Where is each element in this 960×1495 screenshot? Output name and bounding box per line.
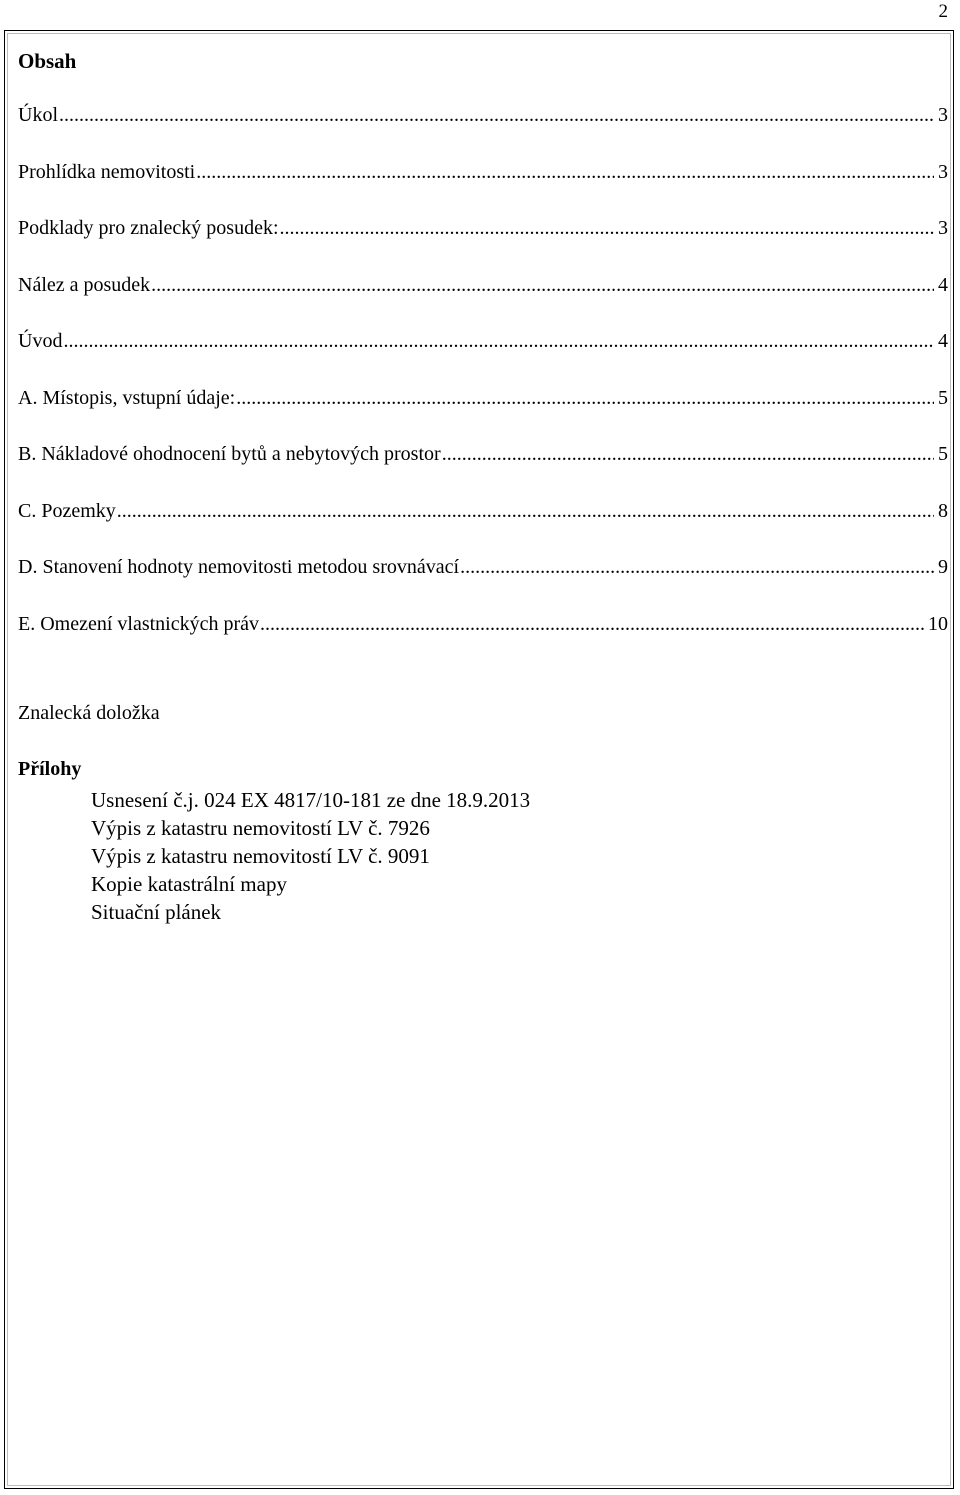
toc-entry-label: C. Pozemky [18, 499, 116, 522]
toc-entry[interactable] [18, 160, 948, 217]
toc-leader-dots [196, 160, 934, 184]
toc-entry-page: 4 [938, 273, 948, 296]
toc-entry-label: Nález a posudek [18, 273, 151, 296]
appendix-item: Výpis z katastru nemovitostí LV č. 9091 [91, 844, 430, 868]
appendices-title: Přílohy [18, 758, 82, 780]
toc-entry-page: 3 [938, 217, 948, 239]
page-number: 2 [938, 1, 948, 22]
appendix-item: Situační plánek [91, 900, 222, 924]
toc-leader-dots [460, 555, 934, 579]
toc-entry-page: 4 [938, 330, 948, 352]
toc-entry[interactable] [18, 329, 948, 386]
toc-entry[interactable] [18, 555, 948, 612]
toc-entry-label: Úvod [18, 330, 63, 352]
toc-entry-label: E. Omezení vlastnických práv [18, 612, 260, 635]
toc-leader-dots [63, 329, 934, 353]
page-frame [4, 30, 954, 1489]
toc-entry[interactable] [18, 103, 948, 160]
toc-entry-label: D. Stanovení hodnoty nemovitosti metodou srovnávací [18, 556, 460, 578]
expert-clause: Znalecká doložka [18, 702, 160, 724]
toc-title: Obsah [18, 49, 77, 73]
toc-entry-page: 8 [938, 499, 948, 522]
toc-entry[interactable] [18, 273, 948, 330]
toc-entry[interactable] [18, 499, 948, 556]
toc-entry-label: Úkol [18, 104, 58, 126]
toc-entry-page: 3 [938, 104, 948, 126]
toc-entry[interactable] [18, 612, 948, 669]
toc-list [18, 103, 950, 668]
toc-leader-dots [280, 216, 935, 240]
appendix-item: Výpis z katastru nemovitostí LV č. 7926 [91, 816, 430, 840]
toc-entry-page: 9 [938, 556, 948, 578]
appendices-list [91, 786, 530, 926]
toc-entry[interactable] [18, 216, 948, 273]
appendix-item: Usnesení č.j. 024 EX 4817/10-181 ze dne 18.9.2013 [91, 788, 531, 812]
toc-entry[interactable] [18, 442, 948, 499]
toc-entry-page: 3 [938, 160, 948, 183]
toc-leader-dots [236, 386, 934, 410]
toc-entry-page: 5 [938, 443, 948, 465]
toc-entry-label: A. Místopis, vstupní údaje: [18, 386, 236, 409]
toc-entry[interactable] [18, 386, 948, 443]
toc-entry-label: Podklady pro znalecký posudek: [18, 217, 279, 239]
toc-entry-page: 10 [928, 612, 948, 635]
appendix-item: Kopie katastrální mapy [91, 872, 287, 896]
toc-leader-dots [59, 103, 934, 127]
toc-leader-dots [260, 612, 924, 636]
toc-entry-label: Prohlídka nemovitosti [18, 160, 196, 183]
toc-entry-page: 5 [938, 386, 948, 409]
toc-leader-dots [151, 273, 934, 297]
toc-leader-dots [442, 442, 934, 466]
toc-entry-label: B. Nákladové ohodnocení bytů a nebytových prostor [18, 443, 441, 465]
toc-leader-dots [117, 499, 934, 523]
